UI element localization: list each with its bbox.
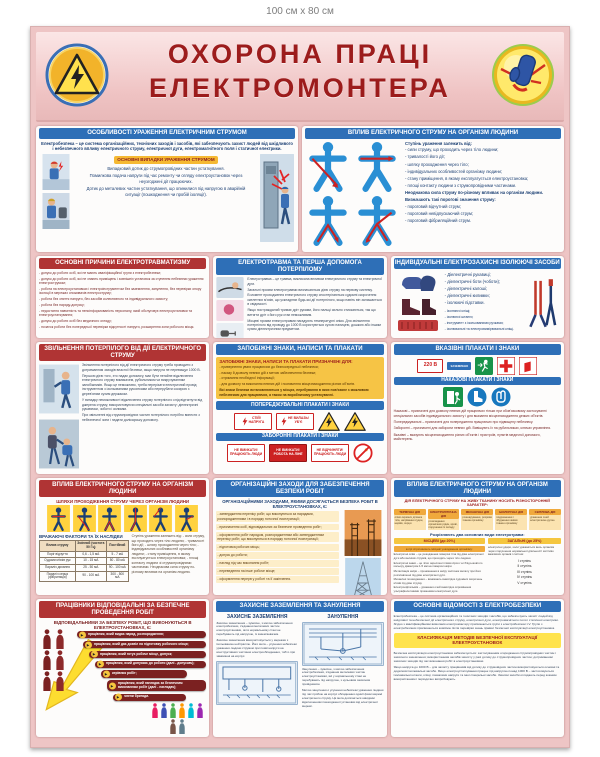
panel-organizational-measures — [213, 478, 386, 595]
current-effects-table — [39, 540, 129, 582]
org-item: - нагляд під час виконання робіт; — [216, 560, 338, 566]
ppe-tool-item: - Ізолюючі кліщі; — [444, 308, 471, 313]
threshold-item: - пороговий відчутний струм; — [405, 204, 461, 210]
panel-title: ІНДИВІДУАЛЬНІ ЕЛЕКТРОЗАХИСНІ ІЗОЛЮЮЧІ ЗАСОБИ — [394, 258, 561, 269]
neutralization-column — [302, 614, 384, 709]
signs-purpose-item: - отримання необхідної інформації; — [219, 376, 275, 381]
path-tile-icon — [124, 505, 147, 532]
path-tile-icon — [47, 505, 70, 532]
ppe-item: - ізолюючі підставки. — [444, 300, 485, 306]
action-type: БІОЛОГІЧНА ДІЯ подразнення і збудження живих тканин організму — [495, 509, 527, 531]
responsible-item: ▸ члени бригади. — [113, 694, 186, 701]
action-type: МЕХАНІЧНА ДІЯ розшарування, розриви тканин організму — [461, 509, 493, 531]
exit-door-direction-icon — [519, 357, 537, 375]
silhouette-icon — [55, 629, 65, 649]
influence-intro: Ступінь ураження залежить від: — [405, 140, 472, 146]
responsible-item: ▸ працівник, який готує робоче місце, допуск; — [89, 651, 206, 658]
warning-signs-subtitle: ПОПЕРЕДЖУВАЛЬНІ ПЛАКАТИ І ЗНАКИ — [216, 401, 383, 410]
actions-subtitle: ДІЯ ЕЛЕКТРИЧНОГО СТРУМУ НА ЖИВУ ТКАНИНУ НОСИТЬ РІЗНОСТОРОННІЙ ХАРАКТЕР: — [404, 498, 550, 507]
table-row: Параліч серця (фібриляція) 90 - 100 мА 300 - 500 мА — [40, 571, 129, 581]
ppe-tool-item: - інструмент з ізольованими ручками; — [444, 320, 504, 325]
sign-definition: Заборонні – призначені для заборони певних дій. Вивішують їх на рубильниках, ключах управління. — [393, 426, 552, 431]
general-injuries-header: ЗАГАЛЬНІ (до 25%) — [488, 538, 561, 544]
dielectric-mat-icon — [394, 317, 442, 333]
org-item: - оформлення робіт нарядом, розпорядженням або затвердженням переліку робіт, що виконуються в порядку поточної експлуатації; — [216, 532, 338, 543]
factors-subtitle: ВРАЖАЮЧІ ФАКТОРИ ТА ЇХ НАСЛІДКИ — [39, 534, 123, 540]
poster-title-line1: ОХОРОНА ПРАЦІ — [167, 39, 433, 69]
influence-factor: - площі контакту людини з струмопровідними частинами. — [405, 183, 517, 189]
panel-title: ЗАХИСНЕ ЗАЗЕМЛЕННЯ ТА ЗАНУЛЕННЯ — [216, 601, 383, 612]
lightning-icon — [281, 417, 287, 426]
grounded-sign: ЗАЗЕМЛЕНО — [447, 362, 471, 370]
org-item: - призначення осіб, відповідальних за безпечне проведення робіт; — [216, 524, 338, 530]
first-aid-cross-icon — [497, 357, 515, 375]
row-3 — [36, 342, 564, 474]
poster-title — [116, 38, 484, 106]
sign-definition: Вказівні – вказують місцезнаходження різних об'єктів і пристроїв, пунктів медичної допомоги, майстерень. — [393, 432, 541, 442]
shock-degree: ІІІ ступінь — [516, 569, 532, 574]
org-item: - допуск до роботи; — [216, 552, 338, 558]
high-voltage-triangle-icon — [344, 412, 366, 431]
threshold-item: - пороговий фібриляційний струм. — [405, 218, 472, 224]
pull-victim-illustration — [39, 418, 79, 470]
trauma-paragraph: Якщо постраждалий тримає дріт руками, його пальці сильно стискаються, так що витягти дріт з його рук стає неможливим. — [247, 308, 376, 317]
influence-note: Неоднакова сила струму по-різному впливає на організм людини. — [405, 190, 544, 196]
responsible-subtitle: ВІДПОВІДАЛЬНИМИ ЗА БЕЗПЕКУ РОБІТ, ЩО ВИКОНУЮТЬСЯ В ЕЛЕКТРОУСТАНОВКАХ, Є: — [53, 619, 192, 630]
panel-title: ВКАЗІВНІ ПЛАКАТИ І ЗНАКИ — [394, 344, 561, 355]
local-injury-item: Механічні пошкодження – виникають внаслідок судомних скорочень м'язів під дією струму. — [393, 577, 483, 585]
table-row: Поріг відчуття 0,6 - 1,5 мА 5 - 7 мА — [40, 551, 129, 558]
panel-safety-signs — [213, 342, 386, 474]
signs-note: Всі знаки безпеки встановлюються у місцях, перебування в яких пов'язане з можливою небезпекою для працюючих, а також на виробничому устаткуванні. — [219, 388, 369, 397]
responsible-item: ▸ працівник, який допускає до роботи (далі - допускач); — [95, 661, 206, 668]
panel-title: ЗВІЛЬНЕННЯ ПОТЕРПІЛОГО ВІД ДІЇ ЕЛЕКТРИЧНОГО СТРУМУ — [39, 344, 206, 361]
org-item: - затвердження переліку робіт, що виконуються за нарядами, розпорядженнями і в порядку поточної експлуатації; — [216, 511, 338, 522]
ppe-tool-item: - ізолювальні та електровимірювальні кліщі. — [444, 326, 515, 331]
worker-silhouettes — [42, 629, 66, 691]
silhouette-icon — [42, 629, 52, 649]
do-not-open-sign: НЕ ВІДЧИНЯТИ! ПРАЦЮЮТЬ ЛЮДИ — [311, 444, 349, 462]
panel-electrosafety-basics — [391, 599, 564, 737]
responsible-item: ▸ працівник, який дає дозвіл на підготовку робочого місця; — [83, 641, 206, 648]
panel-responsible-workers — [36, 599, 209, 737]
emergency-exit-icon — [443, 387, 463, 407]
action-type: СВІТЛОВА ДІЯ ураження очей електричною дугою — [529, 509, 561, 531]
table-header: Змінний (частота 50 Гц) — [75, 541, 106, 551]
action-type: ТЕРМІЧНА ДІЯ опіки окремих ділянок тіла, нагрівання судин, нервів, серця — [394, 509, 426, 531]
paths-subtitle: ШЛЯХИ ПРОХОДЖЕННЯ СТРУМУ ЧЕРЕЗ ОРГАНІЗМ ЛЮДИНИ — [56, 498, 190, 504]
table-header: Вплив струму — [40, 541, 76, 551]
path-tile-icon — [73, 505, 96, 532]
do-not-switch-on-line-sign: НЕ ВМИКАТИ! РОБОТА НА ЛІНІЇ — [269, 444, 307, 462]
grounding-column — [216, 614, 298, 709]
local-injury-item: Електричні опіки – це ушкодження поверхні тіла під дією електричної дуги або великих струмів, що проходять через тіло людини. — [393, 552, 484, 561]
responsible-item: ▸ працівник, який наглядає за безпечним виконанням робіт (далі - наглядач); — [107, 680, 206, 691]
row-5 — [36, 599, 564, 737]
release-paragraph: Першою дією того, хто надає допомогу, має бути негайне відключення електричного струму вимикачем, рубильником чи викручуванням запобіжників. Якщо це неможливо, треба перерізати електричний провід інструментом з ізольованими рукоятками або перерубати сокирою з дерев'яним сухим держаком. — [82, 374, 197, 396]
release-paragraph: Звільнення потерпілого від дії електричного струму треба проводити з дотриманням заходів власної безпеки, якщо напруга не перевищує 1000 В. — [82, 363, 201, 372]
poster — [30, 26, 570, 748]
figure-current-path-icon — [354, 195, 400, 247]
current-path-figures — [305, 141, 401, 247]
powerline-sunset-photo — [342, 510, 384, 556]
worker-illustration-2 — [39, 193, 73, 229]
sign-220v: 220 В — [417, 359, 443, 373]
cause-item: - початок роботи без попередньої перевірки відсутності напруги, розширення зони робочого місця. — [39, 325, 195, 330]
local-injuries-note: котрі спричиняють місцеві ушкодження організму: — [394, 546, 485, 552]
panel-personal-protective-equipment — [391, 256, 564, 338]
warning-signs-row — [216, 412, 383, 431]
signs-purpose-title: ЗАПОБІЖНІ ЗНАКИ, НАПИСИ ТА ПЛАКАТИ ПРИЗНАЧЕНІ ДЛЯ: — [219, 358, 353, 364]
side-note: Ступінь ураження залежить від: - сили струму, що проходить через тіло людини; - тривалості його дії; - шляху проходження через тіло; - індивідуальних особливостей організму людини; - стану приміщення, в якому експлуатується електроустановка; - площі контакту людини зі струмопровідними частинами. Неоднакова сила струму по-різному впливає на організм людини. — [131, 534, 205, 574]
ppe-item: - Діелектричні рукавиці; — [444, 271, 491, 277]
org-item: - переведення на інше робоче місце; — [216, 568, 338, 574]
electrosafety-definition: Електробезпека – це система організаційних, технічних заходів і засобів, які забезпечують захист людей від шкідливого і небезпечного впливу електричного струму, електричної дуги, електромагнітного поля і статичної електрики. — [41, 140, 293, 152]
sign-definition: Попереджувальні – призначені для попередження працюючих про підвищену небезпеку. — [393, 419, 534, 424]
neutralization-paragraph: Занулення – зумисне, з метою забезпечення електробезпеки, з'єднання металевих частин електроустановки, які у нормальному стані не перебувають під напругою, з нульовим захисним провідником. — [302, 666, 371, 687]
panel-title: ПРАЦІВНИКИ ВІДПОВІДАЛЬНІ ЗА БЕЗПЕЧНЕ ПРОВЕДЕННЯ РОБІТ — [39, 601, 206, 618]
shock-degree: І ступінь — [517, 558, 532, 563]
cause-item: - допуск до роботи осіб, які не знають приміщень і зовнішніх установок за ступенем небезпеки ураження електрострумом; — [39, 276, 204, 285]
no-open-flame-icon — [353, 443, 373, 463]
case-item: Помилкова подача напруги під час ремонту чи огляду електроустановок через неузгоджені дії працюючих. — [89, 173, 243, 184]
insulating-rods-icon — [527, 271, 561, 335]
shock-degree: V ступінь — [517, 580, 532, 585]
poster-title-line2: ЕЛЕКТРОМОНТЕРА — [149, 72, 451, 103]
influence-factor: - стану приміщення, в якому експлуатується електроустановка; — [405, 175, 529, 181]
release-paragraph: При звільненні від струмопровідних частин потерпілого потрібно винести з небезпечної зони і надати долікарську допомогу. — [82, 413, 200, 422]
influence-factor: - шляху проходження через тіло; — [405, 161, 469, 167]
ppe-tool-item: - ізолюючі штанги; — [444, 314, 474, 319]
stop-voltage-sign: СТІЙ! НАПРУГА — [234, 413, 272, 430]
org-subtitle: ОРГАНІЗАЦІЙНИМИ ЗАХОДАМИ, ЯКИМИ ДОСЯГАЄТЬСЯ БЕЗПЕКА РОБІТ В ЕЛЕКТРОУСТАНОВКАХ, Є: — [222, 498, 378, 509]
panel-indicating-signs — [391, 342, 564, 474]
prohibition-signs-subtitle: ЗАБОРОННІ ПЛАКАТИ І ЗНАКИ — [216, 433, 383, 442]
figure-current-path-icon — [305, 195, 351, 247]
local-injury-item: Металізація шкіри – проникнення в шкіру частинок металу при його розплавленні під дією електричної дуги. — [393, 568, 482, 577]
influence-factor: - індивідуальних особливостей організму людини; — [405, 168, 503, 174]
row-2 — [36, 256, 564, 338]
lightning-icon — [242, 417, 248, 426]
signs-purpose-box — [216, 357, 383, 400]
row-1 — [36, 126, 564, 252]
threshold-intro: Визначають такі порогові значення струму: — [405, 197, 496, 203]
poster-body — [36, 126, 564, 737]
cause-item: - робота без наряду-допуску; — [39, 303, 85, 308]
panel-title: ВПЛИВ ЕЛЕКТРИЧНОГО СТРУМУ НА ОРГАНІЗМ ЛЮДИНИ — [39, 480, 206, 497]
sign-definition: Наказові – призначені для дозволу певних дій працюючих тільки при обов'язковому застосуванні спеціальних засобів індивідуального захисту і для вказання місцезнаходження деяких об'єктів. — [393, 409, 547, 418]
shock-degree: ІІ ступінь — [517, 564, 532, 569]
switch-off-illustration — [39, 363, 79, 415]
basics-intro: Електробезпека – це система організаційних та технічних заходів і засобів, що забезпечують захист людей від шкідливої та небезпечної дії електричного струму, електричної дуги, електромагнітного поля і статичної електрики. Згідно з кваліфікаційними вимогами електромонтеру присвоюються групи з електробезпеки І-V. Групи з електробезпеки присвоюються комісією після перевірки знань правил безпечної експлуатації електроустановок. — [393, 613, 559, 630]
local-injury-item: Електроофтальмія – ураження очей внаслідок опромінення ультрафіолетовими променями електричної дуги. — [393, 585, 472, 594]
figure-current-path-icon — [354, 141, 400, 193]
cause-item: - недостатня навченість та непоінформованість персоналу, який обслуговує електроустановки та електроустаткування; — [39, 309, 192, 318]
local-injury-item: Електричні знаки – це чітко окреслені плями сірого чи блідо-жовтого кольору діаметром 1-5 мм на поверхні шкіри. — [393, 560, 483, 569]
trauma-kinds-title: Розрізняють два основних види електротравм: — [430, 532, 525, 538]
signs-purpose-item: - привернення уваги працюючих до безпосередньої небезпеки; — [219, 364, 319, 369]
organ-illustration — [216, 300, 244, 321]
panel-electric-shock-features — [36, 126, 298, 252]
prohibition-signs-row — [216, 443, 383, 463]
case-item: Дотик до металевих частин устаткування, що опинилися під напругою в аварійній ситуації (пошкодження чи пробій ізоляції). — [86, 185, 246, 197]
trauma-paragraph: Загальні прояви електротравми визначаються дією струму на нервову систему. — [247, 287, 373, 292]
silhouette-icon — [55, 650, 65, 670]
local-injuries-header: МІСЦЕВІ (до 20%) — [394, 538, 485, 544]
influence-factor: - тривалості його дії; — [405, 154, 445, 160]
cause-item: - допуск до роботи осіб, які не мають кваліфікаційної групи з електробезпеки; — [39, 270, 161, 275]
general-injuries-text: електричні удари, коли уражається весь організм через порушення нормальної діяльності життєво важливих органів і систем: — [487, 544, 555, 557]
plug-illustration — [216, 323, 244, 338]
ppe-item: - діелектричні калоші; — [444, 285, 488, 291]
dont-climb-sign: НЕ ВИЛАЗЬ! УБ'Є — [276, 413, 314, 430]
dielectric-boots-sign-icon — [467, 387, 487, 407]
row-4 — [36, 478, 564, 595]
panel-electric-trauma-first-aid — [213, 256, 386, 338]
panel-victim-release — [36, 342, 209, 474]
machine-accident-illustration — [259, 154, 295, 242]
action-type: ЕЛЕКТРОЛІТИЧНА ДІЯ розкладання органічних рідин, крові, порушення їх складу — [428, 509, 458, 530]
table-header: Постійний — [106, 541, 128, 551]
signs-purpose-item: - для дозволу та виконання певних дій і позначення місцезнаходження різних об'єктів. — [219, 382, 356, 387]
powerline-photos — [342, 510, 384, 595]
trauma-paragraph: Електротравма – це травма, викликана впливом електричного струму та електричної дуги. — [247, 277, 382, 286]
indicating-signs-row — [394, 357, 561, 375]
action-types — [394, 509, 561, 531]
threshold-item: - пороговий невідпускаючий струм; — [405, 211, 473, 217]
panel-title: ОСНОВНІ ПРИЧИНИ ЕЛЕКТРОТРАВМАТИЗМУ — [39, 258, 206, 269]
dielectric-gloves-icon — [394, 271, 442, 293]
main-cases-chip: ОСНОВНІ ВИПАДКИ УРАЖЕННЯ СТРУМОМ — [114, 156, 217, 164]
panel-title: ОСНОВНІ ВІДОМОСТІ З ЕЛЕКТРОБЕЗПЕКИ — [394, 601, 561, 612]
path-tile-icon — [175, 505, 198, 532]
signs-purpose-item: - наказу й дозволу певних дій з метою забезпечення безпеки; — [219, 370, 316, 375]
ppe-item: - діелектричні килимки; — [444, 293, 490, 299]
neutralization-header: ЗАНУЛЕННЯ — [327, 613, 359, 620]
neutralization-paragraph: Метою занулення є усунення небезпеки ураження людини під час пробою на корпус обладнання однієї фази мережі електричного струму. Ця мета досягається швидким відключенням пошкодженої установки від електричної мережі. — [302, 688, 384, 708]
mandatory-signs-row — [394, 387, 561, 407]
neutralization-scheme — [302, 622, 384, 666]
poster-header — [36, 32, 564, 122]
case-item: Випадковий дотик до струмопровідних частин устаткування. — [107, 165, 225, 171]
silhouette-icon — [55, 671, 65, 691]
panel-injury-causes — [36, 256, 209, 338]
panel-title: ОРГАНІЗАЦІЙНІ ЗАХОДИ ДЛЯ ЗАБЕЗПЕЧЕННЯ БЕЗПЕКИ РОБІТ — [216, 480, 383, 497]
evacuation-direction-icon — [475, 357, 493, 375]
size-label: 100 см x 80 см — [266, 6, 334, 17]
shock-degree: IV ступінь — [516, 575, 533, 580]
grounding-paragraph: Захисне заземлення – зумисне, з метою забезпечення електробезпеки, з'єднання металевих частин електроустановки, які в нормальному стані не перебувають під напругою, із заземлювачем. — [216, 620, 293, 637]
cause-item: - робота без зняття напруги, без засобів колективного та індивідуального захисту; — [39, 297, 169, 302]
org-item: - оформлення перерв у роботі та її закінчення. — [216, 576, 338, 582]
table-row: Судоми м'язів рук 10 - 15 мА 50 - 80 мА — [40, 558, 129, 565]
responsible-item: ▸ керівник робіт; — [101, 670, 187, 677]
release-paragraph: У випадку неможливості відключення струму потерпілого слід відтягнути від джерела струму, використовуючи спеціальні засоби захисту: діелектричні рукавички, чоботи і килимки. — [82, 398, 203, 411]
ppe-images — [394, 271, 442, 335]
high-voltage-triangle-icon — [318, 412, 340, 431]
panel-current-action-types — [391, 478, 564, 595]
figure-current-path-icon — [305, 141, 351, 193]
worker-illustration-1 — [39, 154, 73, 190]
team-crowd-graphic — [149, 703, 205, 734]
mandatory-signs-subtitle: НАКАЗОВІ ПЛАКАТИ І ЗНАКИ — [394, 377, 561, 386]
path-tile-icon — [149, 505, 172, 532]
release-illustrations — [39, 363, 79, 470]
grounding-header: ЗАХИСНЕ ЗАЗЕМЛЕННЯ — [226, 613, 288, 620]
influence-factor: - сили струму, що проходить через тіло людини; — [405, 147, 499, 153]
electric-hazard-badge-icon — [45, 43, 109, 107]
ppe-item: - діелектричні боти (чоботи); — [444, 278, 501, 284]
grounding-scheme — [216, 661, 298, 705]
panel-title: ВПЛИВ ЕЛЕКТРИЧНОГО СТРУМУ НА ОРГАНІЗМ ЛЮДИНИ — [305, 128, 561, 139]
dielectric-boots-icon — [394, 295, 442, 315]
panel-current-paths-table — [36, 478, 209, 595]
trauma-paragraph: В момент проходження електричного струму спостерігаються судомні скорочення скелетних м'язів, що ускладнює будь-які дії потерпілого, якщо навіть він залишається в свідомості. — [247, 293, 382, 307]
classification-banner: КЛАСИФІКАЦІЯ МЕТОДІВ БЕЗПЕЧНОЇ ЕКСПЛУАТАЦІЇ ЕЛЕКТРОУСТАНОВОК — [394, 633, 561, 648]
table-row: Параліч дихання 25 - 50 мА 90 - 100 мА — [40, 564, 129, 571]
responsible-item: ▸ працівник, який видає наряд, розпорядження; — [77, 631, 206, 638]
current-path-tiles — [39, 505, 206, 532]
trauma-paragraph: Місцеві прояви електротравми нагадують температурні опіки. Для звільнення потерпілого від проводу до 1000 В користуються сухою палицею, дошкою або іншим сухим діелектричним предметом. — [247, 318, 381, 332]
grounding-paragraph: Захисне заземлення використовується у мережах з ізольованою нейтраллю. Його мета – усунення небезпеки ураження людини струмом при появі напруги на конструктивних частинах електрообладнання, тобто при замиканні на корпус. — [216, 638, 297, 658]
silhouette-icon — [42, 650, 52, 670]
org-item: - підготовка робочих місць; — [216, 544, 338, 550]
panel-title: ОСОБЛИВОСТІ УРАЖЕННЯ ЕЛЕКТРИЧНИМ СТРУМОМ — [39, 128, 295, 139]
powerline-tower-photo — [342, 558, 384, 595]
do-not-switch-on-people-sign: НЕ ВМИКАТИ! ПРАЦЮЮТЬ ЛЮДИ — [227, 444, 265, 462]
panel-current-influence-top — [302, 126, 564, 252]
basics-paragraph: Якщо напруга до 1000 В – для захисту працівників від дотику до струмовідних частин використовуються основні та додаткові ізолювальні засоби. Якщо електроустаткування працює під напругою понад 1000 В – застосовуються ізолювальні штанги, кліщі, покажчики напруги та інші спеціальні засоби. Захисні засоби оглядають перед кожним використанням і періодично випробовують. — [393, 664, 560, 681]
cause-item: - робота на електроустановках і електроінструментом без заземлення, занулення, без перевірки опору ізоляції в мережах споживачів електроструму; — [39, 286, 202, 296]
cause-item: - допуск до роботи осіб без медичного огляду; — [39, 319, 112, 324]
basics-paragraph: Безпечна експлуатація електроустановок забезпечується: застосуванням огородження струмопровідних частин і захисного заземлення; використанням засобів захисту у разі дотику до струмопровідних частин; дотриманням захисних заходів під час виконання робіт в електроустановках. — [393, 650, 556, 663]
panel-title: ЗАПОБІЖНІ ЗНАКИ, НАПИСИ ТА ПЛАКАТИ — [216, 344, 383, 355]
panel-title: ВПЛИВ ЕЛЕКТРИЧНОГО СТРУМУ НА ОРГАНІЗМ ЛЮДИНИ — [394, 480, 561, 497]
dielectric-gloves-sign-icon — [491, 387, 511, 407]
path-tile-icon — [98, 505, 121, 532]
panel-grounding-neutralization — [213, 599, 386, 737]
hand-wire-illustration — [216, 277, 244, 298]
silhouette-icon — [42, 671, 52, 691]
panel-title: ЕЛЕКТРОТРАВМА ТА ПЕРША ДОПОМОГА ПОТЕРПІЛОМУ — [216, 258, 383, 275]
dielectric-glove-badge-icon — [491, 43, 555, 107]
